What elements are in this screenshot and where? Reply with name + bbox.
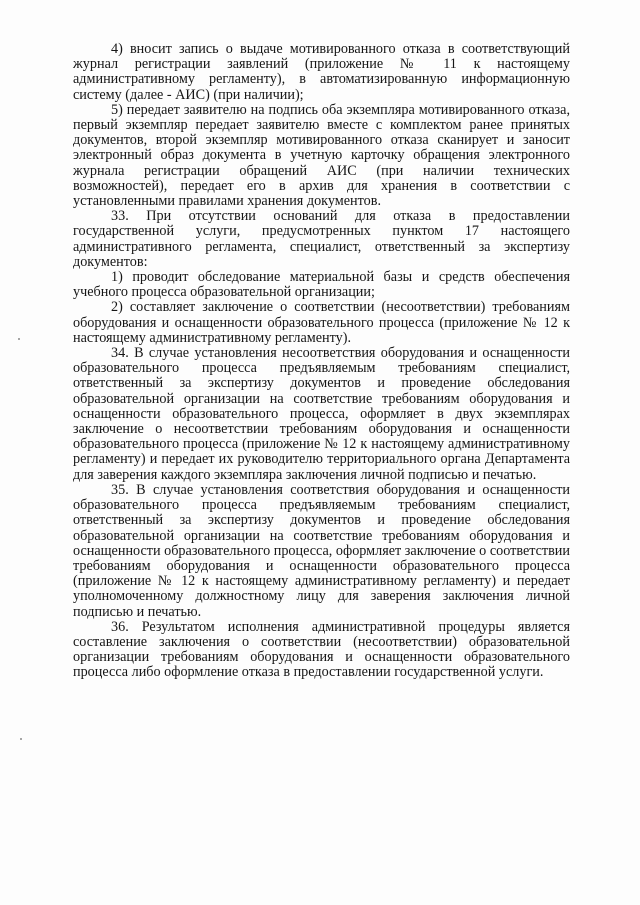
paragraph-item-5: 5) передает заявителю на подпись оба экземпляра мотивированного отказа, первый экземпляр передает заявителю вместе с комплектом ранее принятых документов, второй экземпляр мотивированного отказа сканирует и заносит электронный образ документа в учетную карточку обращения электронного журнала регистрации обращений АИС (при наличии технических возможностей), передает его в архив для хранения в соответствии с установленными правилами хранения документов. [73, 101, 570, 210]
scan-speck [20, 738, 22, 740]
document-body [73, 42, 570, 681]
paragraph-33: 33. При отсутствии оснований для отказа в предоставлении государственной услуги, предусмотренных пунктом 17 настоящего административного регламента, специалист, ответственный за экспертизу документов: [73, 208, 570, 270]
paragraph-item-4: 4) вносит запись о выдаче мотивированного отказа в соответствующий журнал регистрации заявлений (приложение № 11 к настоящему административному регламенту), в автоматизированную информационную систему (далее - АИС) (при наличии); [73, 41, 570, 103]
paragraph-33-item-2: 2) составляет заключение о соответствии (несоответствии) требованиям оборудования и оснащенности образовательного процесса (приложение № 12 к настоящему административному регламенту). [73, 299, 570, 346]
paragraph-33-item-1: 1) проводит обследование материальной базы и средств обеспечения учебного процесса образовательной организации; [73, 269, 570, 301]
scan-speck [18, 338, 20, 340]
paragraph-34: 34. В случае установления несоответствия оборудования и оснащенности образовательного процесса предъявляемым требованиям специалист, ответственный за экспертизу документов и проведение обследования образовательной организации на соответствие требованиям оборудования и оснащенности образовательного процесса, оформляет в двух экземплярах заключение о несоответствии требованиям оборудования и оснащенности образовательного процесса (приложение № 12 к настоящему административному регламенту) и передает их руководителю территориального органа Департамента для заверения каждого экземпляра заключения личной подписью и печатью. [73, 345, 570, 483]
paragraph-36: 36. Результатом исполнения административной процедуры является составление заключения о соответствии (несоответствии) образовательной организации требованиям оборудования и оснащенности образовательного процесса либо оформление отказа в предоставлении государственной услуги. [73, 618, 570, 681]
paragraph-35: 35. В случае установления соответствия оборудования и оснащенности образовательного процесса предъявляемым требованиям специалист, ответственный за экспертизу документов и проведение обследования образовательной организации на соответствие требованиям оборудования и оснащенности образовательного процесса, оформляет заключение о соответствии требованиям оборудования и оснащенности образовательного процесса (приложение № 12 к настоящему административному регламенту) и передает уполномоченному должностному лицу для заверения заключения личной подписью и печатью. [73, 481, 570, 620]
